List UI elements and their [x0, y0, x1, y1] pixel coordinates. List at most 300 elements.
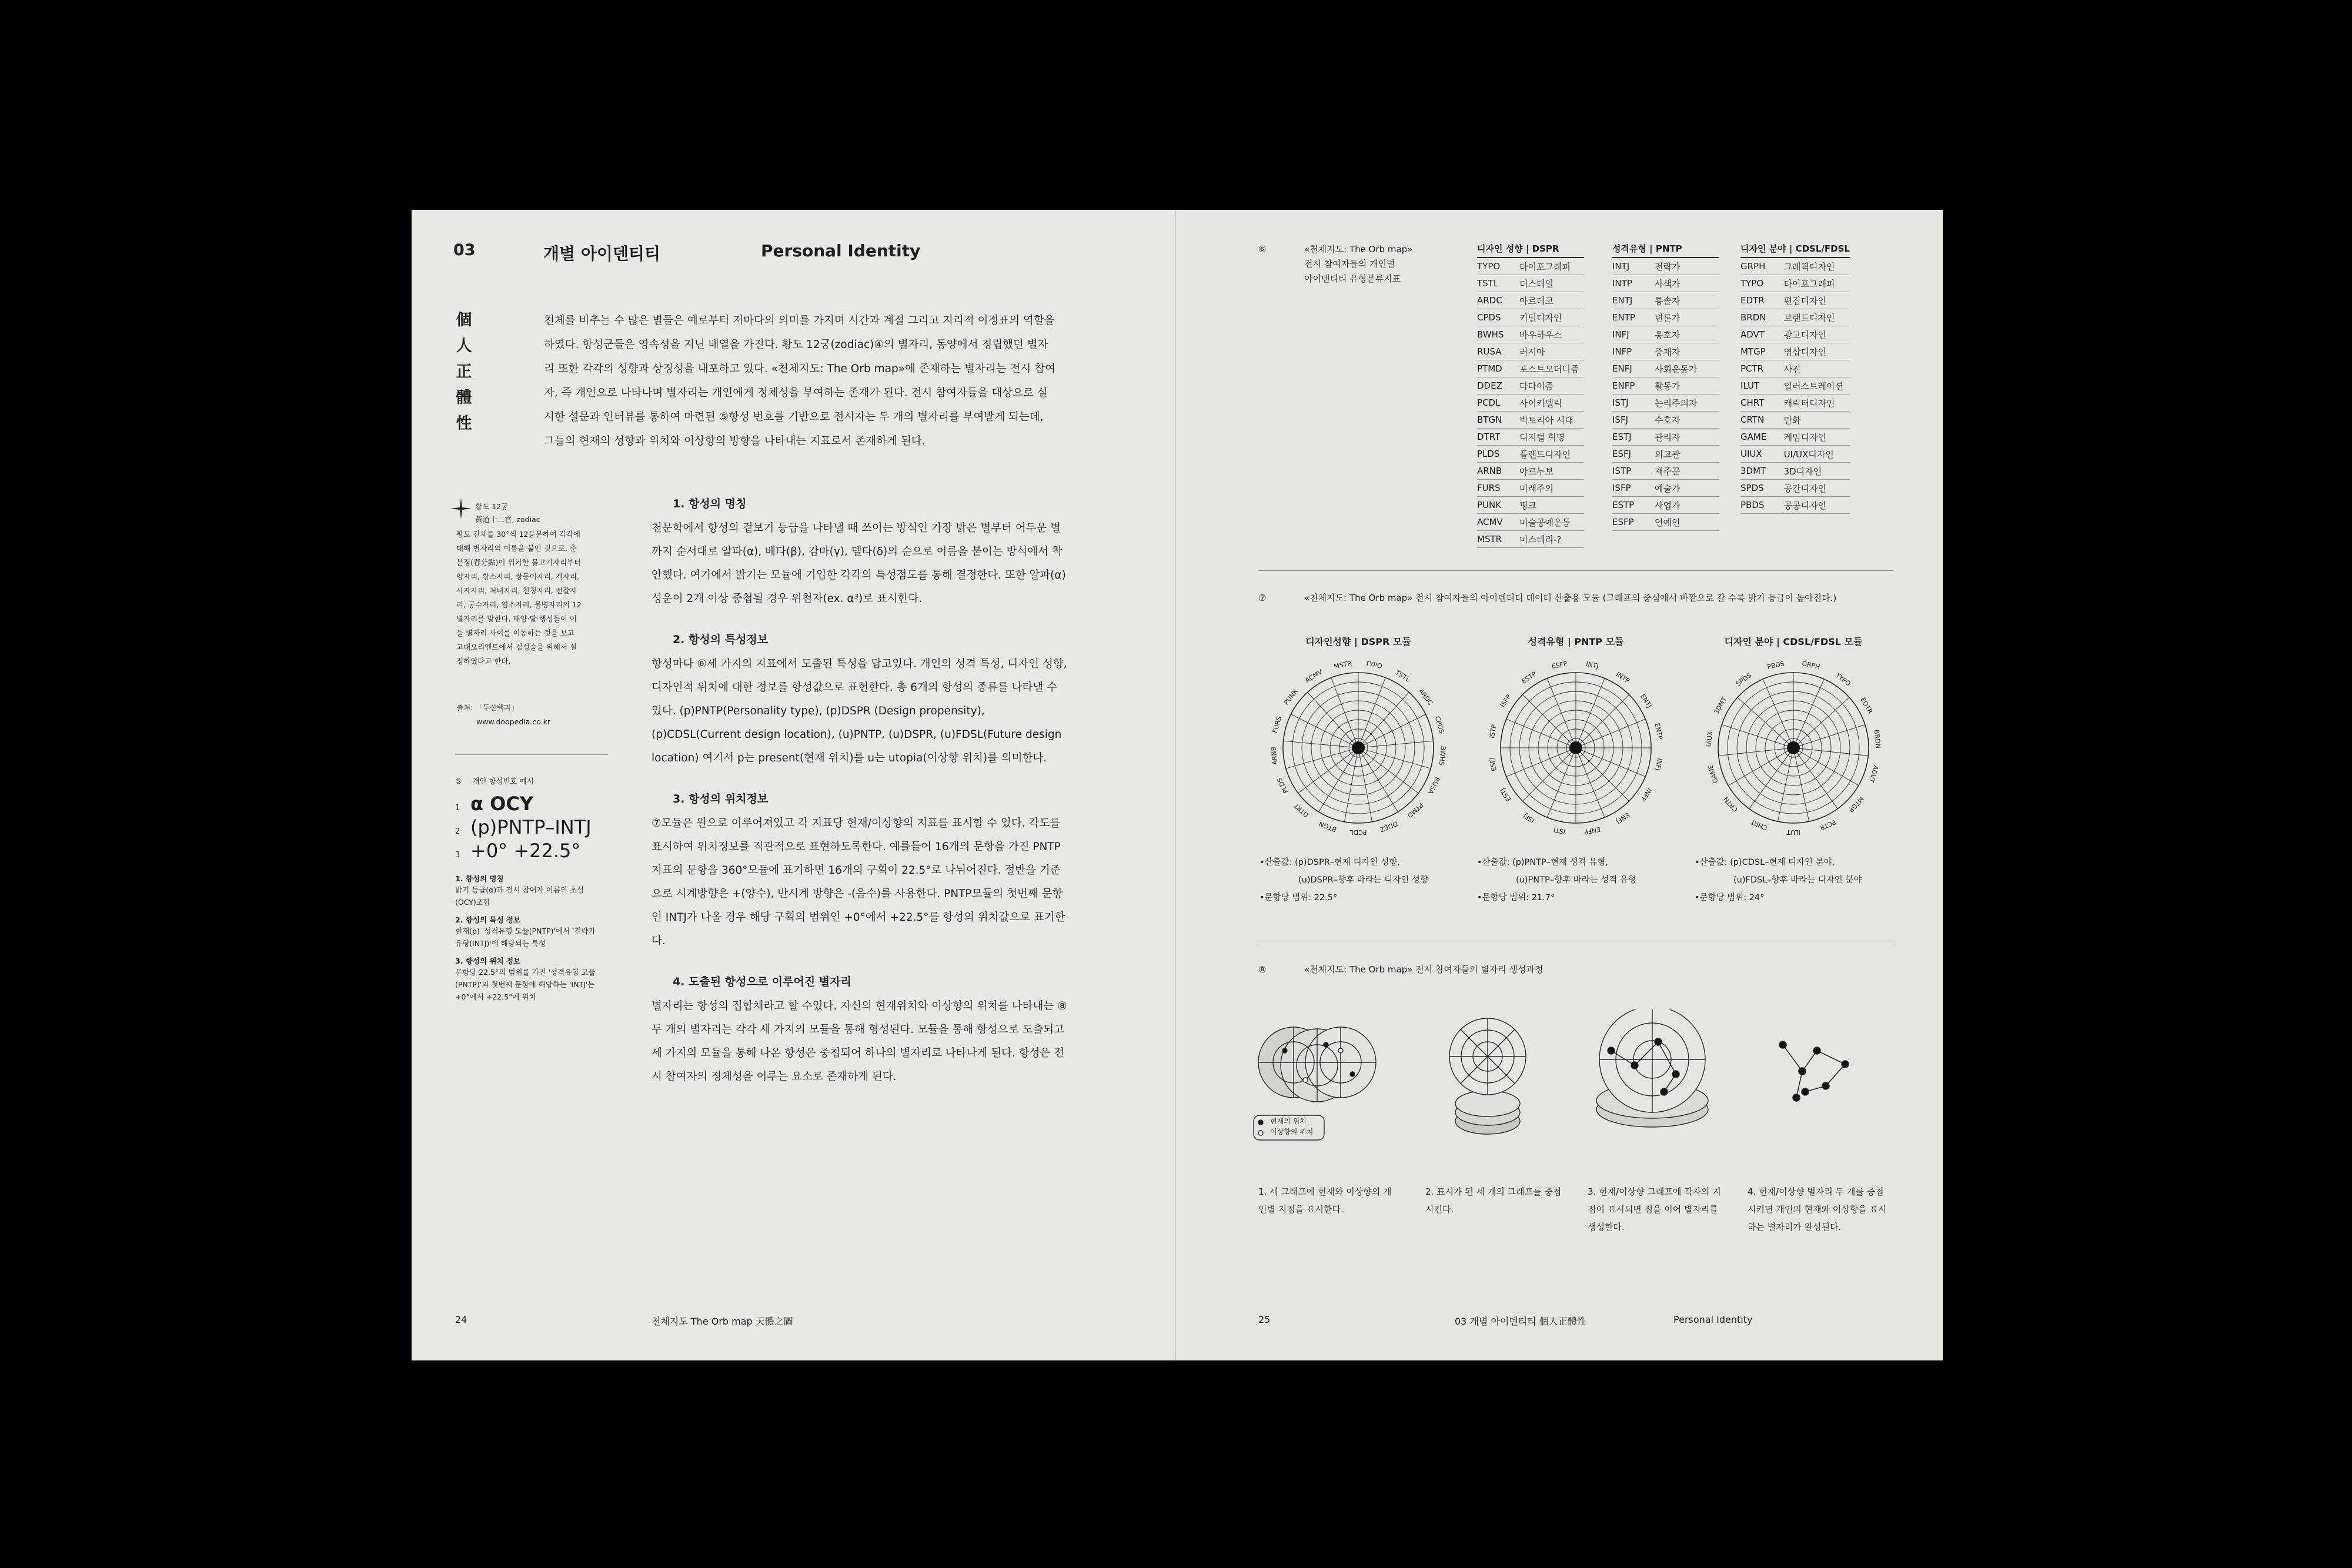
grid-spoke	[1738, 697, 1793, 748]
pntp-row	[1612, 309, 1719, 326]
pntp-row	[1612, 258, 1719, 275]
example-note-title: 2. 항성의 특성 정보	[455, 915, 521, 924]
grid-spoke	[1358, 678, 1385, 748]
example-note-text: 밝기 등급(α)과 전시 참여자 이름의 초성(OCY)조합	[455, 885, 584, 907]
section-title: 2. 항성의 특성정보	[673, 633, 769, 646]
axis-label: ARDC	[1416, 687, 1435, 707]
axis-label: BRDN	[1872, 729, 1882, 749]
chapter-title-en: Personal Identity	[761, 241, 921, 260]
pntp-row	[1612, 412, 1719, 429]
grid-spoke	[1576, 719, 1645, 748]
dspr-row	[1477, 309, 1584, 326]
code-cell: INTJ	[1612, 258, 1655, 275]
axis-label: FURS	[1271, 715, 1284, 734]
label-cell: 만화	[1784, 412, 1850, 429]
cdsl-row	[1740, 309, 1850, 326]
axis-label: ENFJ	[1614, 811, 1631, 825]
pntp-row	[1612, 343, 1719, 360]
example-index: 1	[455, 804, 460, 813]
example-index: 3	[455, 851, 460, 860]
fig6-caption-line: «천체지도: The Orb map»	[1304, 244, 1413, 255]
cdsl-row	[1740, 258, 1850, 275]
label-cell: 아르누보	[1519, 463, 1584, 480]
label-cell: 미술공예운동	[1519, 514, 1584, 531]
label-cell: 수호자	[1655, 412, 1719, 429]
label-cell: 공간디자인	[1784, 480, 1850, 497]
code-cell: 3DMT	[1740, 463, 1784, 480]
axis-label: INFJ	[1653, 757, 1664, 771]
pntp-table	[1612, 242, 1719, 531]
axis-label: MSTR	[1333, 659, 1352, 671]
code-cell: PUNK	[1477, 497, 1519, 514]
dspr-header: 디자인 성향 | DSPR	[1477, 242, 1584, 258]
label-cell: 캐릭터디자인	[1784, 394, 1850, 412]
pntp-row	[1612, 497, 1719, 514]
code-cell: ARDC	[1477, 292, 1519, 309]
label-cell: 아르데코	[1519, 292, 1584, 309]
zodiac-header-sub: 黃道十二宮, zodiac	[475, 515, 540, 524]
center-dot	[1352, 741, 1365, 754]
chart-note-pntp	[1477, 854, 1671, 907]
label-cell: 바우하우스	[1519, 326, 1584, 343]
code-cell: ESTP	[1612, 497, 1655, 514]
code-cell: CPDS	[1477, 309, 1519, 326]
code-cell: PTMD	[1477, 360, 1519, 377]
chart-title-dspr: 디자인성향 | DSPR 모듈	[1305, 636, 1411, 647]
pntp-header: 성격유형 | PNTP	[1612, 242, 1719, 258]
axis-label: PBDS	[1766, 660, 1786, 671]
axis-label: 3DMT	[1712, 696, 1729, 716]
label-cell: 디지털 혁명	[1519, 429, 1584, 446]
chart-note-line: •산출값: (p)PNTP–현재 성격 유형,	[1477, 858, 1608, 867]
axis-label: ENTP	[1653, 722, 1664, 741]
cdsl-row	[1740, 429, 1850, 446]
code-cell: CHRT	[1740, 394, 1784, 412]
divider	[455, 754, 608, 755]
running-title: 03 개별 아이덴티티 個人正體性	[1455, 1316, 1586, 1327]
grid-spoke	[1331, 678, 1358, 748]
axis-label: PLDS	[1275, 776, 1290, 795]
vertical-char: 正	[456, 363, 472, 381]
axis-label: ADVT	[1867, 764, 1880, 784]
dspr-row	[1477, 326, 1584, 343]
label-cell: 논리주의자	[1655, 394, 1719, 412]
label-cell: 사업가	[1655, 497, 1719, 514]
cdsl-row	[1740, 275, 1850, 292]
grid-spoke	[1547, 748, 1576, 817]
code-cell: DDEZ	[1477, 377, 1519, 394]
star-number-example	[455, 774, 608, 1003]
axis-label: TSTL	[1394, 668, 1412, 684]
code-cell: ESFJ	[1612, 446, 1655, 463]
axis-label: TYPO	[1365, 659, 1383, 670]
chart-title-cdsl: 디자인 분야 | CDSL/FDSL 모듈	[1724, 636, 1863, 647]
code-cell: INFJ	[1612, 326, 1655, 343]
cdsl-row	[1740, 446, 1850, 463]
code-cell: TYPO	[1740, 275, 1784, 292]
dspr-row	[1477, 531, 1584, 548]
code-cell: ISFP	[1612, 480, 1655, 497]
pntp-row	[1612, 394, 1719, 412]
center-dot	[1569, 741, 1582, 754]
example-note-text: 현재(p) '성격유형 모듈(PNTP)'에서 '전략가 유형(INTJ)'에 해당되는 특성	[455, 927, 596, 948]
code-cell: GRPH	[1740, 258, 1784, 275]
fig7-marker: ⑦	[1258, 593, 1267, 603]
section-title: 4. 도출된 항성으로 이루어진 별자리	[673, 975, 851, 988]
dspr-row	[1477, 343, 1584, 360]
divider	[1258, 570, 1893, 571]
cdsl-row	[1740, 463, 1850, 480]
label-cell: 외교관	[1655, 446, 1719, 463]
label-cell: 다다이즘	[1519, 377, 1584, 394]
dspr-row	[1477, 275, 1584, 292]
label-cell: 미래주의	[1519, 480, 1584, 497]
zodiac-source: 출처: 「두산백과」	[456, 703, 519, 712]
running-title: 천체지도 The Orb map 天體之圖	[652, 1316, 793, 1327]
code-cell: CRTN	[1740, 412, 1784, 429]
axis-label: EDTR	[1859, 696, 1875, 716]
fig6-caption	[1304, 242, 1439, 286]
example-note-text: 문항당 22.5°의 범위를 가진 '성격유형 모듈(PNTP)'의 첫번째 문항에 해당하는 'INTJ'는 +0°에서 +22.5°에 위치	[455, 968, 596, 1001]
page-number: 25	[1258, 1314, 1271, 1325]
fig6-caption-line: 전시 참여자들의 개인별	[1304, 259, 1395, 269]
axis-label: DDEZ	[1378, 820, 1399, 834]
label-cell: 타이포그래피	[1519, 258, 1584, 275]
zodiac-header: 황도 12궁	[475, 502, 509, 511]
cdsl-row	[1740, 497, 1850, 514]
grid-spoke	[1576, 694, 1629, 748]
dspr-row	[1477, 258, 1584, 275]
vertical-char: 個	[456, 311, 472, 329]
vertical-char: 性	[456, 414, 472, 433]
cdsl-row	[1740, 480, 1850, 497]
axis-label: ARNB	[1269, 746, 1279, 765]
legend-labels	[1270, 1116, 1313, 1137]
label-cell: 포스트모더니즘	[1519, 360, 1584, 377]
axis-label: ISFJ	[1522, 811, 1536, 825]
axis-label: ESTP	[1520, 670, 1538, 686]
dspr-row	[1477, 377, 1584, 394]
label-cell: 타이포그래피	[1784, 275, 1850, 292]
chapter-title-kr: 개별 아이덴티티	[543, 244, 661, 263]
label-cell: 활동가	[1655, 377, 1719, 394]
label-cell: 사회운동가	[1655, 360, 1719, 377]
label-cell: 전략가	[1655, 258, 1719, 275]
right-page	[1176, 210, 1943, 1360]
code-cell: GAME	[1740, 429, 1784, 446]
label-cell: 영상디자인	[1784, 343, 1850, 360]
grid-spoke	[1506, 719, 1576, 748]
pntp-row	[1612, 360, 1719, 377]
axis-label: TYPO	[1833, 671, 1852, 688]
dspr-row	[1477, 360, 1584, 377]
label-cell: 미스테리-?	[1519, 531, 1584, 548]
label-cell: UI/UX디자인	[1784, 446, 1850, 463]
axis-label: PTMD	[1405, 801, 1425, 820]
axis-label: INTJ	[1585, 660, 1599, 670]
label-cell: 공공디자인	[1784, 497, 1850, 514]
code-cell: INFP	[1612, 343, 1655, 360]
pntp-row	[1612, 480, 1719, 497]
pntp-row	[1612, 292, 1719, 309]
label-cell: 중재자	[1655, 343, 1719, 360]
label-cell: 키덜디자인	[1519, 309, 1584, 326]
cdsl-header: 디자인 분야 | CDSL/FDSL	[1740, 242, 1850, 258]
dspr-row	[1477, 514, 1584, 531]
dspr-row	[1477, 446, 1584, 463]
page-number: 24	[455, 1314, 467, 1325]
label-cell: 재주꾼	[1655, 463, 1719, 480]
axis-label: ESFJ	[1488, 757, 1498, 772]
process-step: 2. 표시가 된 세 개의 그래프를 중첩시킨다.	[1425, 1186, 1562, 1215]
label-cell: 통솔자	[1655, 292, 1719, 309]
grid-spoke	[1576, 748, 1605, 817]
grid-spoke	[1522, 694, 1576, 748]
grid-spoke	[1793, 724, 1865, 748]
label-cell: 광고디자인	[1784, 326, 1850, 343]
chart-note-line: •문항당 범위: 24°	[1695, 893, 1765, 902]
axis-label: PUNK	[1282, 687, 1299, 707]
axis-label: ESTJ	[1498, 787, 1513, 803]
pntp-row	[1612, 446, 1719, 463]
chart-note-line: •문항당 범위: 21.7°	[1477, 893, 1555, 902]
fig8-marker: ⑧	[1258, 964, 1267, 975]
vertical-title	[455, 307, 473, 437]
axis-label: SPDS	[1735, 671, 1753, 688]
code-cell: BTGN	[1477, 412, 1519, 429]
example-marker: ⑤	[455, 777, 462, 785]
example-star-position: +0° +22.5°	[470, 840, 581, 862]
dspr-row	[1477, 429, 1584, 446]
code-cell: ENFP	[1612, 377, 1655, 394]
axis-label: ISFP	[1498, 693, 1513, 709]
code-cell: MTGP	[1740, 343, 1784, 360]
grid-spoke	[1358, 748, 1418, 793]
fig6-marker: ⑥	[1258, 244, 1267, 255]
pntp-row	[1612, 429, 1719, 446]
dspr-row	[1477, 412, 1584, 429]
chapter-number: 03	[453, 241, 476, 259]
section-text: 별자리는 항성의 집합체라고 할 수있다. 자신의 현재위치와 이상향의 위치를 나타내는 ⑧두 개의 별자리는 각각 세 가지의 모듈을 통해 형성된다. 모듈을 통해 항성으로 도출되고 세 가지의 모듈을 통해 나온 항성은 중첩되어 하나의 별자리로 나타나게 된다. 항성은 전시 참여자의 정체성을 이루는 요소로 존재하게 된다.	[652, 1000, 1067, 1083]
section-title: 3. 항성의 위치정보	[673, 793, 769, 805]
axis-label: PCDL	[1349, 828, 1367, 836]
label-cell: 러시아	[1519, 343, 1584, 360]
code-cell: PBDS	[1740, 497, 1784, 514]
code-cell: UIUX	[1740, 446, 1784, 463]
left-page	[412, 210, 1176, 1360]
dspr-row	[1477, 292, 1584, 309]
code-cell: RUSA	[1477, 343, 1519, 360]
example-note-title: 3. 항성의 위치 정보	[455, 957, 521, 965]
pntp-row	[1612, 463, 1719, 480]
axis-label: INFP	[1639, 786, 1653, 803]
chart-note-line: (u)DSPR–향후 바라는 디자인 성향	[1298, 875, 1428, 885]
code-cell: ILUT	[1740, 377, 1784, 394]
code-cell: TSTL	[1477, 275, 1519, 292]
process-step: 1. 세 그래프에 현재와 이상향의 개인별 지점을 표시한다.	[1258, 1186, 1392, 1215]
star-icon	[450, 498, 472, 519]
zodiac-text: 황도 전체를 30°씩 12등분하여 각각에 대해 별자리의 이름을 붙인 것으로, 춘분점(春分點)이 위치한 물고기자리부터 양자리, 황소자리, 쌍둥이자리, 게자리, 사자자리, 처녀자리, 천칭자리, 전갈자리, 궁수자리, 염소자리, 물병자리의 12별자리를 말한다. 태양·달·행성들이 이들 별자리 사이를 이동하는 것을 보고 고대오리엔트에서 점성술을 위해서 설정하였다고 한다.	[456, 530, 582, 666]
vertical-char: 人	[456, 337, 472, 355]
grid-spoke	[1506, 748, 1576, 777]
dspr-row	[1477, 480, 1584, 497]
code-cell: ESFP	[1612, 514, 1655, 531]
axis-label: ESFP	[1551, 660, 1568, 671]
grid-spoke	[1576, 748, 1645, 777]
code-cell: EDTR	[1740, 292, 1784, 309]
fig6-caption-line: 아이덴티티 유형분류지표	[1304, 273, 1401, 284]
cdsl-row	[1740, 377, 1850, 394]
grid-spoke	[1291, 714, 1358, 748]
fig7-caption: «천체지도: The Orb map» 전시 참여자들의 아이덴티티 데이터 산출용 모듈 (그래프의 중심에서 바깥으로 갈 수록 밝기 등급이 높아진다.)	[1304, 593, 1837, 603]
label-cell: 게임디자인	[1784, 429, 1850, 446]
process-step: 4. 현재/이상향 별자리 두 개를 중첩시키면 개인의 현재와 이상향을 표시하는 별자리가 완성된다.	[1748, 1186, 1887, 1232]
process-step: 3. 현재/이상향 그래프에 각자의 지점이 표시되면 점을 이어 별자리를 생성한다.	[1588, 1186, 1721, 1232]
axis-label: GAME	[1706, 763, 1720, 784]
label-cell: 편집디자인	[1784, 292, 1850, 309]
axis-label: UIUX	[1705, 730, 1715, 748]
intro-paragraph: 천체를 비추는 수 많은 별들은 예로부터 저마다의 의미를 가지며 시간과 계절 그리고 지리적 이정표의 역할을 하였다. 항성군들은 영속성을 지닌 배열을 가진다. 황도 12궁(zodiac)④의 별자리, 동양에서 정립했던 별자리 또한 각각의 성향과 상징성을 내포하고 있다. «천체지도: The Orb map»에 존재하는 별자리는 전시 참여자, 즉 개인으로 나타나며 별자리는 개인에게 정체성을 부여하는 존재가 된다. 전시 참여자들을 대상으로 실시한 설문과 인터뷰를 통하여 마련된 ⑤항성 번호를 기반으로 전시자는 두 개의 별자리를 부여받게 되는데, 그들의 현재의 성향과 위치와 이상향의 방향을 나타내는 지표로서 존재하게 된다.	[544, 315, 1055, 447]
label-cell: 변론가	[1655, 309, 1719, 326]
pntp-module-chart	[1482, 654, 1670, 842]
axis-label: CPDS	[1433, 715, 1446, 734]
label-cell: 사색가	[1655, 275, 1719, 292]
cdsl-row	[1740, 412, 1850, 429]
constellation-process-illustration	[1252, 1009, 1911, 1151]
center-dot	[1787, 741, 1800, 754]
section-text: 항성마다 ⑥세 가지의 지표에서 도출된 특성을 담고있다. 개인의 성격 특성, 디자인 성향, 디자인적 위치에 대한 정보를 항성값으로 표현한다. 총 6개의 항성의 종류를 나타낼 수 있다. (p)PNTP(Personality type), (p)DSPR (Design propensity), (p)CDSL(Current design location), (u)PNTP, (u)DSPR, (u)FDSL(Future design location) 여기서 p는 present(현재 위치)를 u는 utopia(이상향 위치)를 의미한다.	[652, 658, 1067, 764]
cdsl-row	[1740, 394, 1850, 412]
step2-stacked-graphs	[1449, 1018, 1526, 1134]
grid-spoke	[1547, 678, 1576, 748]
label-cell: 사이키델릭	[1519, 394, 1584, 412]
dspr-row	[1477, 497, 1584, 514]
axis-label: ISTP	[1488, 724, 1498, 739]
legend-current: 현재의 위치	[1270, 1117, 1307, 1125]
running-title-en: Personal Identity	[1673, 1314, 1753, 1325]
step4-constellation	[1779, 1041, 1849, 1101]
axis-label: BWHS	[1437, 745, 1447, 766]
example-title: 개인 항성번호 예시	[472, 777, 534, 785]
example-note-title: 1. 항성의 명칭	[455, 874, 504, 883]
chart-note-line: •문항당 범위: 22.5°	[1259, 893, 1338, 902]
label-cell: 예술가	[1655, 480, 1719, 497]
code-cell: INTP	[1612, 275, 1655, 292]
label-cell: 일러스트레이션	[1784, 377, 1850, 394]
body-sections	[652, 495, 1075, 1089]
section-text: 천문학에서 항성의 겉보기 등급을 나타낼 때 쓰이는 방식인 가장 밝은 별부터 어두운 별까지 순서대로 알파(α), 베타(β), 감마(γ), 델타(δ)의 순으로 이름을 붙이는 방식에서 착안했다. 여기에서 밝기는 모듈에 기입한 각각의 특성점도를 통해 결정한다. 또한 알파(α) 성운이 2개 이상 중첩될 경우 위첨자(ex. α³)로 표시한다.	[652, 522, 1066, 605]
example-star-name: α OCY	[470, 793, 533, 815]
axis-label: CRTN	[1722, 795, 1740, 814]
grid-spoke	[1298, 748, 1358, 793]
section-title: 1. 항성의 명칭	[673, 497, 747, 510]
axis-label: GRPH	[1801, 660, 1821, 671]
code-cell: PCTR	[1740, 360, 1784, 377]
fig8-caption: «천체지도: The Orb map» 전시 참여자들의 별자리 생성과정	[1304, 964, 1544, 975]
label-cell: 더스테일	[1519, 275, 1584, 292]
cdsl-row	[1740, 326, 1850, 343]
label-cell: 사진	[1784, 360, 1850, 377]
code-cell: PLDS	[1477, 446, 1519, 463]
legend-ideal: 이상향의 위치	[1270, 1128, 1314, 1136]
chart-title-pntp: 성격유형 | PNTP 모듈	[1528, 636, 1624, 647]
vertical-char: 體	[456, 389, 472, 407]
code-cell: ENFJ	[1612, 360, 1655, 377]
dspr-table	[1477, 242, 1584, 548]
axis-label: DTRT	[1292, 801, 1311, 819]
grid-spoke	[1722, 724, 1793, 748]
cdsl-module-chart	[1699, 654, 1887, 842]
chart-note-line: (u)PNTP–향후 바라는 성격 유형	[1516, 875, 1636, 885]
cdsl-row	[1740, 292, 1850, 309]
label-cell: 빅토리아 시대	[1519, 412, 1584, 429]
axis-label: ACMV	[1304, 668, 1324, 684]
label-cell: 그래픽디자인	[1784, 258, 1850, 275]
grid-spoke	[1576, 678, 1605, 748]
step3-connected-graphs	[1596, 1009, 1708, 1127]
axis-label: BTGN	[1318, 820, 1338, 834]
chart-note-line: •산출값: (p)CDSL–현재 디자인 분야,	[1695, 858, 1835, 867]
chart-note-line: •산출값: (p)DSPR–현재 디자인 성향,	[1259, 858, 1400, 867]
dspr-row	[1477, 394, 1584, 412]
axis-label: INTP	[1614, 670, 1631, 685]
label-cell: 관리자	[1655, 429, 1719, 446]
code-cell: BWHS	[1477, 326, 1519, 343]
cdsl-table	[1740, 242, 1850, 514]
code-cell: ENTP	[1612, 309, 1655, 326]
code-cell: FURS	[1477, 480, 1519, 497]
dspr-row	[1477, 463, 1584, 480]
axis-label: CHRT	[1749, 818, 1769, 833]
code-cell: PCDL	[1477, 394, 1519, 412]
code-cell: ISTP	[1612, 463, 1655, 480]
example-index: 2	[455, 827, 460, 836]
chart-note-cdsl	[1695, 854, 1895, 907]
pntp-row	[1612, 514, 1719, 531]
code-cell: ADVT	[1740, 326, 1784, 343]
step1-graphs	[1258, 1027, 1376, 1102]
cdsl-row	[1740, 360, 1850, 377]
grid-spoke	[1358, 692, 1409, 748]
axis-label: ILUT	[1786, 828, 1800, 836]
axis-label: MTGP	[1847, 795, 1865, 814]
grid-spoke	[1576, 748, 1629, 801]
zodiac-source-url: www.doopedia.co.kr	[476, 717, 551, 726]
cdsl-row	[1740, 343, 1850, 360]
grid-spoke	[1793, 697, 1849, 748]
label-cell: 연예인	[1655, 514, 1719, 531]
axis-label: PCTR	[1818, 818, 1838, 832]
code-cell: ISTJ	[1612, 394, 1655, 412]
code-cell: TYPO	[1477, 258, 1519, 275]
code-cell: ISFJ	[1612, 412, 1655, 429]
section-text: ⑦모듈은 원으로 이루어져있고 각 지표당 현재/이상향의 지표를 표시할 수 있다. 각도를 표시하여 위치정보를 직관적으로 표현하도록한다. 예를들어 16개의 문항을 가진 PNTP 지표의 문항을 360°모듈에 표기하면 16개의 구획이 22.5°로 나뉘어진다. 절반을 기준으로 시계방향은 +(양수), 반시계 방향은 -(음수)를 사용한다. PNTP모듈의 첫번째 문항인 INTJ가 나올 경우 해당 구획의 범위인 +0°에서 +22.5°를 항성의 위치값으로 표기한다.	[652, 817, 1065, 947]
label-cell: 브랜드디자인	[1784, 309, 1850, 326]
code-cell: MSTR	[1477, 531, 1519, 548]
axis-label: ENTJ	[1638, 693, 1653, 710]
grid-spoke	[1522, 748, 1576, 801]
pntp-row	[1612, 377, 1719, 394]
code-cell: BRDN	[1740, 309, 1784, 326]
axis-label: ENFP	[1583, 825, 1602, 836]
pntp-row	[1612, 275, 1719, 292]
code-cell: ENTJ	[1612, 292, 1655, 309]
label-cell: 3D디자인	[1784, 463, 1850, 480]
code-cell: ARNB	[1477, 463, 1519, 480]
chart-note-dspr	[1259, 854, 1454, 907]
axis-label: ISTJ	[1552, 825, 1566, 836]
code-cell: ACMV	[1477, 514, 1519, 531]
